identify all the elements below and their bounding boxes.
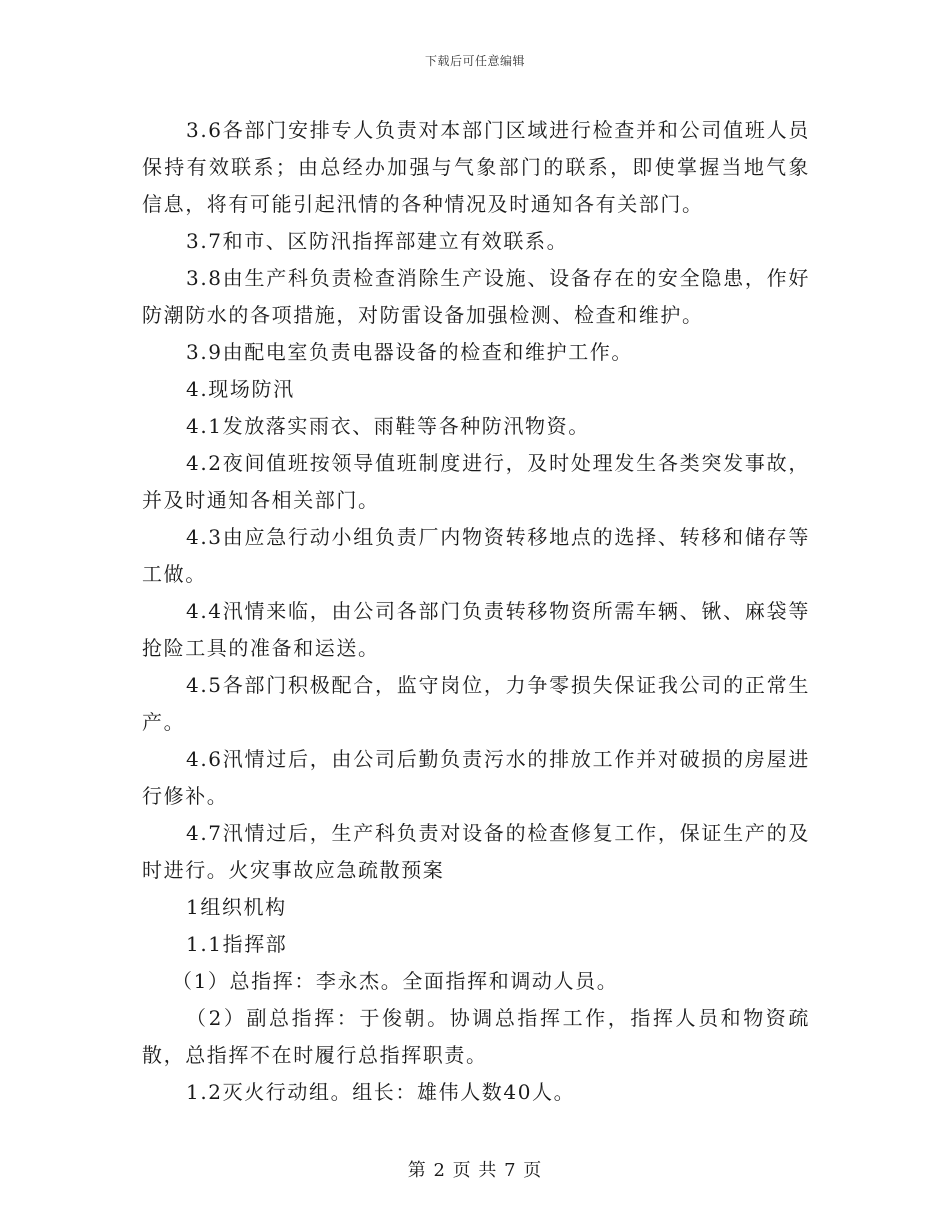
paragraph-3-9: 3.9由配电室负责电器设备的检查和维护工作。 <box>186 340 634 364</box>
page-number-footer: 第 2 页 共 7 页 <box>407 1160 543 1181</box>
paragraph-3-7: 3.7和市、区防汛指挥部建立有效联系。 <box>186 229 569 253</box>
paragraph-3-8: 3.8由生产科负责检查消除生产设施、设备存在的安全隐患，作好防潮防水的各项措施，对防雷设备加强检测、检查和维护。 <box>142 266 810 327</box>
paragraph-4-4: 4.4汛情来临，由公司各部门负责转移物资所需车辆、锹、麻袋等抢险工具的准备和运送。 <box>142 599 810 660</box>
subsection-heading-1-2: 1.2灭火行动组。组长：雄伟人数40人。 <box>186 1080 576 1104</box>
paragraph-4-5: 4.5各部门积极配合，监守岗位，力争零损失保证我公司的正常生产。 <box>142 673 810 734</box>
list-item-2: （2）副总指挥：于俊朝。协调总指挥工作，指挥人员和物资疏散，总指挥不在时履行总指挥职责。 <box>142 1006 810 1067</box>
page-header: 下载后可任意编辑 <box>424 54 525 68</box>
list-item-1: （1）总指挥：李永杰。全面指挥和调动人员。 <box>172 969 619 993</box>
paragraph-3-6: 3.6各部门安排专人负责对本部门区域进行检查并和公司值班人员保持有效联系；由总经办加强与气象部门的联系，即使掌握当地气象信息，将有可能引起汛情的各种情况及时通知各有关部门。 <box>142 118 810 216</box>
section-heading-1: 1组织机构 <box>186 895 287 919</box>
subsection-heading-1-1: 1.1指挥部 <box>186 932 288 956</box>
paragraph-4-2: 4.2夜间值班按领导值班制度进行，及时处理发生各类突发事故，并及时通知各相关部门。 <box>142 451 810 512</box>
paragraph-4-3: 4.3由应急行动小组负责厂内物资转移地点的选择、转移和储存等工做。 <box>142 525 810 586</box>
paragraph-4-7: 4.7汛情过后，生产科负责对设备的检查修复工作，保证生产的及时进行。火灾事故应急疏散预案 <box>142 821 810 882</box>
document-body <box>142 112 810 1111</box>
section-heading-4: 4.现场防汛 <box>186 377 295 401</box>
paragraph-4-1: 4.1发放落实雨衣、雨鞋等各种防汛物资。 <box>186 414 590 438</box>
paragraph-4-6: 4.6汛情过后，由公司后勤负责污水的排放工作并对破损的房屋进行修补。 <box>142 747 810 808</box>
